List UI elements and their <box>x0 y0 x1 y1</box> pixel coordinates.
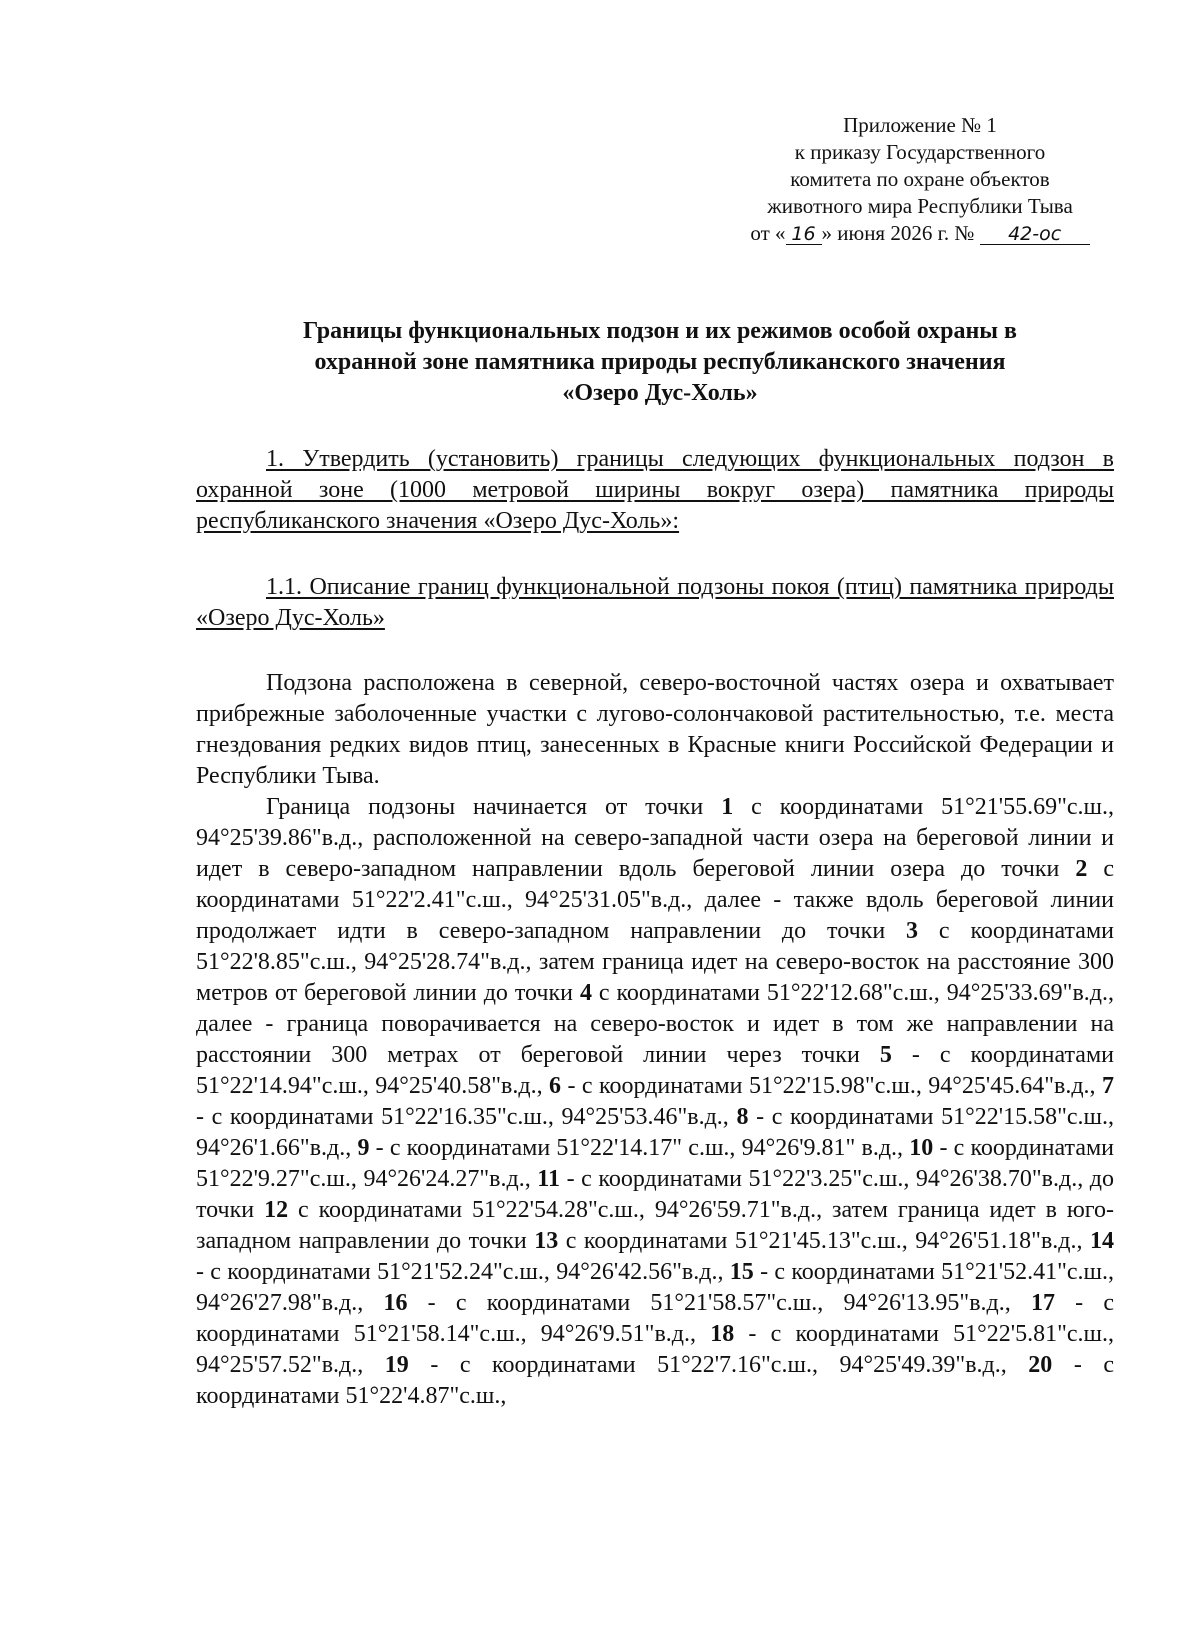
border-text: - с координатами 51°22'9.27"с.ш., 94°26'24.27"в.д., <box>196 1135 1115 1192</box>
point-number: 3 <box>906 918 919 944</box>
intro-paragraph: Подзона расположена в северной, северо-восточной частях озера и охватывает прибрежные заболоченные участки с лугово-солончаковой растительностью, т.е. места гнездования редких видов птиц, занесенных в Красные книги Российской Федерации и Республики Тыва. <box>196 670 1114 789</box>
border-text: - с координатами 51°21'58.57"с.ш., 94°26'13.95"в.д., <box>407 1290 1031 1316</box>
handwritten-day: 16 <box>786 224 822 245</box>
border-text: - с координатами 51°22'15.98"с.ш., 94°25'45.64"в.д., <box>561 1073 1102 1099</box>
document-title <box>190 316 1130 409</box>
border-text: - с координатами 51°21'52.41"с.ш., 94°26'27.98"в.д., <box>196 1259 1114 1316</box>
date-middle: » июня 2026 г. № <box>821 221 975 245</box>
border-text: с координатами 51°22'12.68"с.ш., 94°25'33.69"в.д., далее - граница поворачивается на северо-восток и идет в том же направлении на расстоянии 300 метрах от береговой линии через точки <box>196 980 1114 1068</box>
appendix-order-ref: к приказу Государственного <box>794 140 1046 164</box>
border-text: - с координатами 51°22'3.25"с.ш., 94°26'38.70"в.д., до точки <box>196 1166 1114 1223</box>
border-text: - с координатами 51°22'5.81"с.ш., 94°25'57.52"в.д., <box>196 1321 1115 1378</box>
border-description-paragraph <box>196 792 1114 1412</box>
border-text: - с координатами 51°22'4.87"с.ш., <box>196 1352 1114 1409</box>
appendix-label: Приложение № 1 <box>843 113 997 137</box>
point-number: 5 <box>879 1042 892 1068</box>
point-number: 7 <box>1102 1073 1114 1099</box>
border-text: - с координатами 51°22'14.94"с.ш., 94°25'40.58"в.д., <box>196 1042 1114 1099</box>
point-number: 1 <box>721 794 734 820</box>
border-text: - с координатами 51°22'16.35"с.ш., 94°25'53.46"в.д., <box>196 1104 737 1130</box>
section-1-1-heading: 1.1. Описание границ функциональной подзоны покоя (птиц) памятника природы «Озеро Дус-Холь» <box>196 574 1114 631</box>
point-number: 9 <box>357 1135 370 1161</box>
section-1-heading: 1. Утвердить (установить) границы следующих функциональных подзон в охранной зоне (1000 метровой ширины вокруг озера) памятника природы республиканского значения «Озеро Дус-Холь»: <box>196 446 1114 534</box>
point-number: 18 <box>710 1321 735 1347</box>
point-number: 12 <box>264 1197 289 1223</box>
point-number: 14 <box>1089 1228 1114 1254</box>
point-number: 2 <box>1075 856 1088 882</box>
border-text: с координатами 51°21'45.13"с.ш., 94°26'51.18"в.д., <box>558 1228 1090 1254</box>
border-text: - с координатами 51°21'58.14"с.ш., 94°26'9.51"в.д., <box>196 1290 1114 1347</box>
appendix-header <box>720 112 1120 247</box>
border-text: с координатами 51°22'2.41"с.ш., 94°25'31.05"в.д., далее - также вдоль береговой линии продолжает идти в северо-западном направлении до точки <box>196 856 1115 944</box>
title-line-2: охранной зоне памятника природы республиканского значения <box>314 349 1006 375</box>
title-line-1: Границы функциональных подзон и их режимов особой охраны в <box>302 318 1018 344</box>
point-number: 16 <box>383 1290 408 1316</box>
point-number: 15 <box>729 1259 754 1285</box>
border-text: с координатами 51°21'55.69"с.ш., 94°25'39.86"в.д., расположенной на северо-западной части озера на береговой линии и идет в северо-западном направлении вдоль береговой линии озера до точки <box>196 794 1114 882</box>
point-number: 17 <box>1030 1290 1055 1316</box>
point-number: 11 <box>537 1166 560 1192</box>
point-number: 4 <box>579 980 592 1006</box>
date-prefix: от « <box>750 221 786 245</box>
title-line-3: «Озеро Дус-Холь» <box>562 380 758 406</box>
border-text: Граница подзоны начинается от точки <box>266 794 722 820</box>
appendix-republic: животного мира Республики Тыва <box>767 194 1073 218</box>
border-text: с координатами 51°22'54.28"с.ш., 94°26'59.71"в.д., затем граница идет в юго-западном направлении до точки <box>196 1197 1114 1254</box>
border-text: с координатами 51°22'8.85"с.ш., 94°25'28.74"в.д., затем граница идет на северо-восток на расстояние 300 метров от береговой линии до точки <box>196 918 1114 1006</box>
point-number: 13 <box>534 1228 559 1254</box>
appendix-date-line <box>720 220 1120 247</box>
border-text: - с координатами 51°21'52.24"с.ш., 94°26'42.56"в.д., <box>196 1259 730 1285</box>
border-text: - с координатами 51°22'14.17" с.ш., 94°26'9.81" в.д., <box>369 1135 910 1161</box>
point-number: 6 <box>549 1073 562 1099</box>
border-text: - с координатами 51°22'15.58"с.ш., 94°26'1.66"в.д., <box>196 1104 1115 1161</box>
handwritten-order-number: 42-ос <box>980 224 1090 245</box>
point-number: 10 <box>909 1135 934 1161</box>
appendix-committee: комитета по охране объектов <box>790 167 1050 191</box>
point-number: 20 <box>1028 1352 1053 1378</box>
border-text: - с координатами 51°22'7.16"с.ш., 94°25'49.39"в.д., <box>408 1352 1029 1378</box>
point-number: 19 <box>384 1352 409 1378</box>
point-number: 8 <box>736 1104 749 1130</box>
